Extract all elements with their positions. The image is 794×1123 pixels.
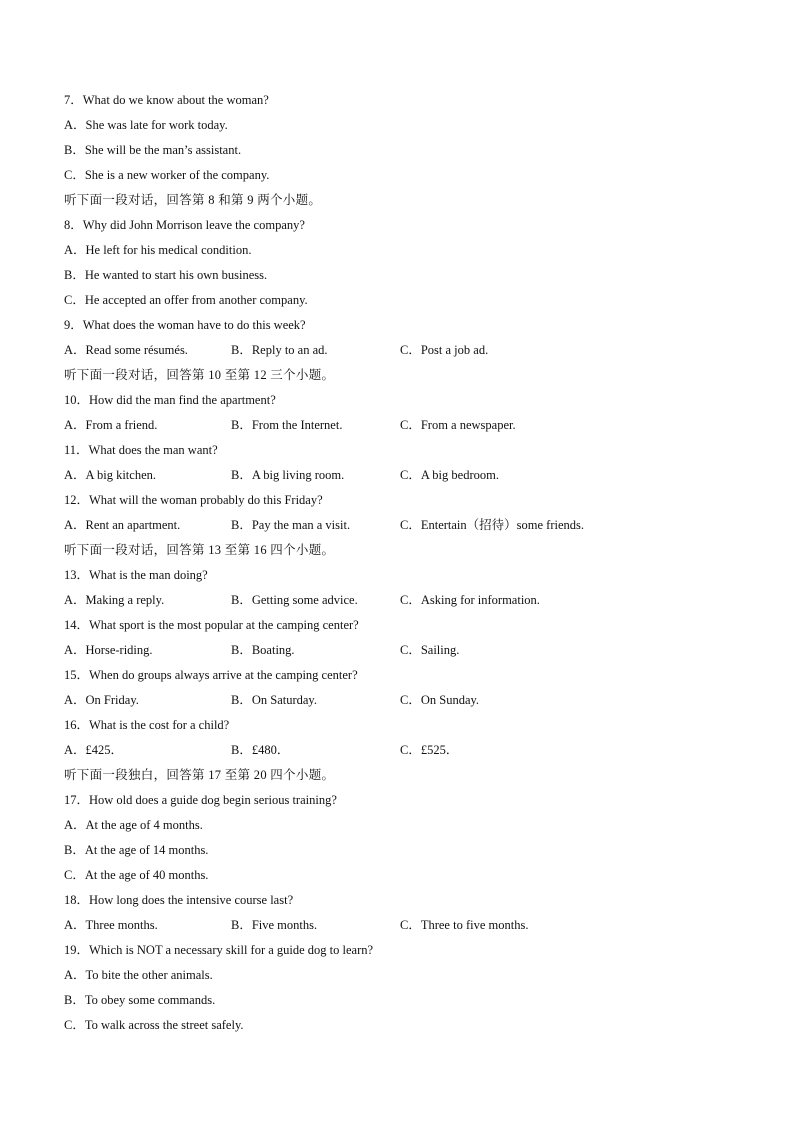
option-c: C．Entertain（招待）some friends. xyxy=(400,518,584,532)
option-a: A．Rent an apartment. xyxy=(64,518,181,532)
option-line: B．She will be the man’s assistant. xyxy=(64,143,242,157)
option-c: C．Post a job ad. xyxy=(400,343,489,357)
option-a: A．£425． xyxy=(64,743,124,757)
option-c: C．A big bedroom. xyxy=(400,468,499,482)
option-a: A．Three months. xyxy=(64,918,158,932)
options-row xyxy=(64,688,744,713)
question-line: 12．What will the woman probably do this Friday? xyxy=(64,493,323,507)
question-line: 8．Why did John Morrison leave the company? xyxy=(64,218,305,232)
question-line: 16．What is the cost for a child? xyxy=(64,718,230,732)
question-line: 13．What is the man doing? xyxy=(64,568,208,582)
option-line: B．He wanted to start his own business. xyxy=(64,268,268,282)
options-row xyxy=(64,413,744,438)
option-line: C．At the age of 40 months. xyxy=(64,868,209,882)
option-c: C．Asking for information. xyxy=(400,593,540,607)
option-line: C．She is a new worker of the company. xyxy=(64,168,270,182)
question-line: 19．Which is NOT a necessary skill for a guide dog to learn? xyxy=(64,943,374,957)
option-a: A．On Friday. xyxy=(64,693,139,707)
option-line: A．He left for his medical condition. xyxy=(64,243,252,257)
question-line: 17．How old does a guide dog begin serious training? xyxy=(64,793,337,807)
question-line: 14．What sport is the most popular at the camping center? xyxy=(64,618,359,632)
option-line: A．She was late for work today. xyxy=(64,118,228,132)
section-instruction: 听下面一段对话，回答第 13 至第 16 四个小题。 xyxy=(64,543,335,557)
option-b: B．Boating. xyxy=(231,643,295,657)
option-c: C．On Sunday. xyxy=(400,693,480,707)
question-line: 10．How did the man find the apartment? xyxy=(64,393,276,407)
options-row xyxy=(64,913,744,938)
option-a: A．Read some résumés. xyxy=(64,343,188,357)
option-line: C．To walk across the street safely. xyxy=(64,1018,244,1032)
option-b: B．Five months. xyxy=(231,918,318,932)
question-line: 15．When do groups always arrive at the camping center? xyxy=(64,668,358,682)
options-row xyxy=(64,338,744,363)
option-c: C．From a newspaper. xyxy=(400,418,516,432)
option-b: B．On Saturday. xyxy=(231,693,317,707)
options-row xyxy=(64,588,744,613)
question-line: 7．What do we know about the woman? xyxy=(64,93,269,107)
options-row xyxy=(64,638,744,663)
option-line: A．To bite the other animals. xyxy=(64,968,213,982)
option-b: B．From the Internet. xyxy=(231,418,343,432)
question-line: 9．What does the woman have to do this week? xyxy=(64,318,306,332)
question-line: 11．What does the man want? xyxy=(64,443,218,457)
option-c: C．Sailing. xyxy=(400,643,460,657)
option-line: B．To obey some commands. xyxy=(64,993,216,1007)
section-instruction: 听下面一段独白，回答第 17 至第 20 四个小题。 xyxy=(64,768,335,782)
exam-page xyxy=(64,88,744,1038)
option-a: A．From a friend. xyxy=(64,418,158,432)
option-c: C．Three to five months. xyxy=(400,918,529,932)
option-a: A．Making a reply. xyxy=(64,593,165,607)
options-row xyxy=(64,463,744,488)
options-row xyxy=(64,513,744,538)
option-a: A．Horse-riding. xyxy=(64,643,153,657)
option-a: A．A big kitchen. xyxy=(64,468,157,482)
option-b: B．A big living room. xyxy=(231,468,345,482)
option-c: C．£525． xyxy=(400,743,459,757)
option-b: B．Pay the man a visit. xyxy=(231,518,351,532)
option-line: B．At the age of 14 months. xyxy=(64,843,209,857)
section-instruction: 听下面一段对话，回答第 10 至第 12 三个小题。 xyxy=(64,368,335,382)
option-line: A．At the age of 4 months. xyxy=(64,818,203,832)
question-line: 18．How long does the intensive course last? xyxy=(64,893,294,907)
option-b: B．Getting some advice. xyxy=(231,593,358,607)
section-instruction: 听下面一段对话，回答第 8 和第 9 两个小题。 xyxy=(64,193,322,207)
options-row xyxy=(64,738,744,763)
option-b: B．Reply to an ad. xyxy=(231,343,328,357)
option-line: C．He accepted an offer from another company. xyxy=(64,293,308,307)
option-b: B．£480． xyxy=(231,743,290,757)
